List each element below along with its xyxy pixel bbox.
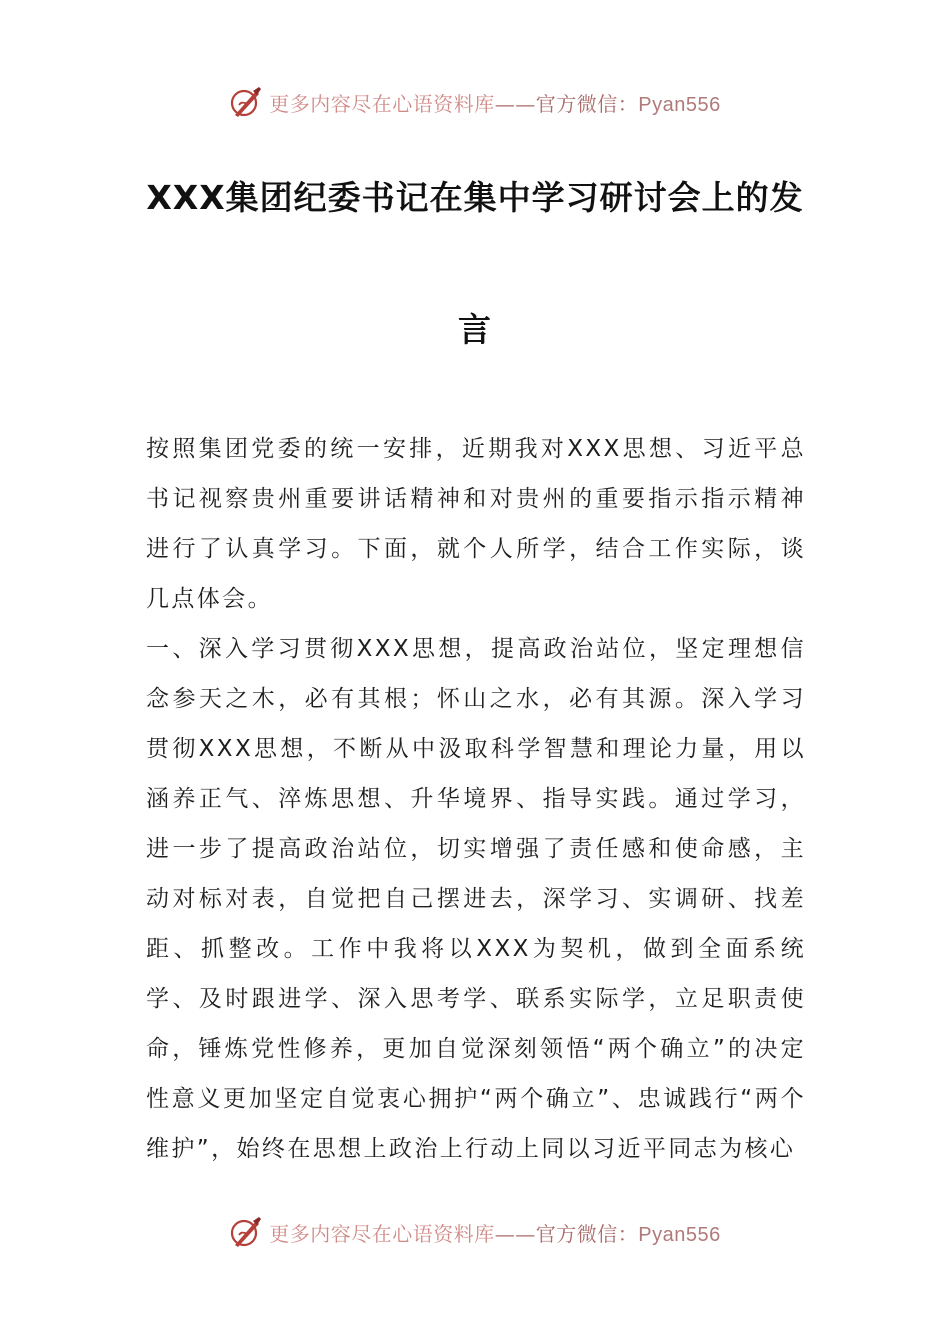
paragraph-section-1: 一、深入学习贯彻XXX思想，提高政治站位，坚定理想信念参天之木，必有其根；怀山之水，必有其源。深入学习贯彻XXX思想，不断从中汲取科学智慧和理论力量，用以涵养正气、淬炼思想、升华境界、指导实践。通过学习，进一步了提高政治站位，切实增强了责任感和使命感，主动对标对表，自觉把自己摆进去，深学习、实调研、找差距、抓整改。工作中我将以XXX为契机，做到全面系统学、及时跟进学、深入思考学、联系实际学，立足职责使命，锤炼党性修养，更加自觉深刻领悟“两个确立”的决定性意义更加坚定自觉衷心拥护“两个确立”、忠诚践行“两个维护”，始终在思想上政治上行动上同以习近平同志为核心 [146, 636, 806, 1162]
title-line-2: 言 [458, 310, 492, 349]
watermark-text: 更多内容尽在心语资料库——官方微信：Pyan556 [269, 1221, 721, 1246]
watermark-text: 更多内容尽在心语资料库——官方微信：Pyan556 [269, 91, 721, 116]
title-line-1: XXX集团纪委书记在集中学习研讨会上的发 [146, 178, 804, 217]
header-watermark [0, 82, 950, 122]
document-title [120, 165, 830, 363]
pen-circle-logo-icon [229, 1215, 263, 1249]
document-body [146, 424, 806, 1174]
paragraph-intro: 按照集团党委的统一安排，近期我对XXX思想、习近平总书记视察贵州重要讲话精神和对贵州的重要指示指示精神进行了认真学习。下面，就个人所学，结合工作实际，谈几点体会。 [146, 436, 806, 612]
pen-circle-logo-icon [229, 85, 263, 119]
footer-watermark [0, 1212, 950, 1252]
